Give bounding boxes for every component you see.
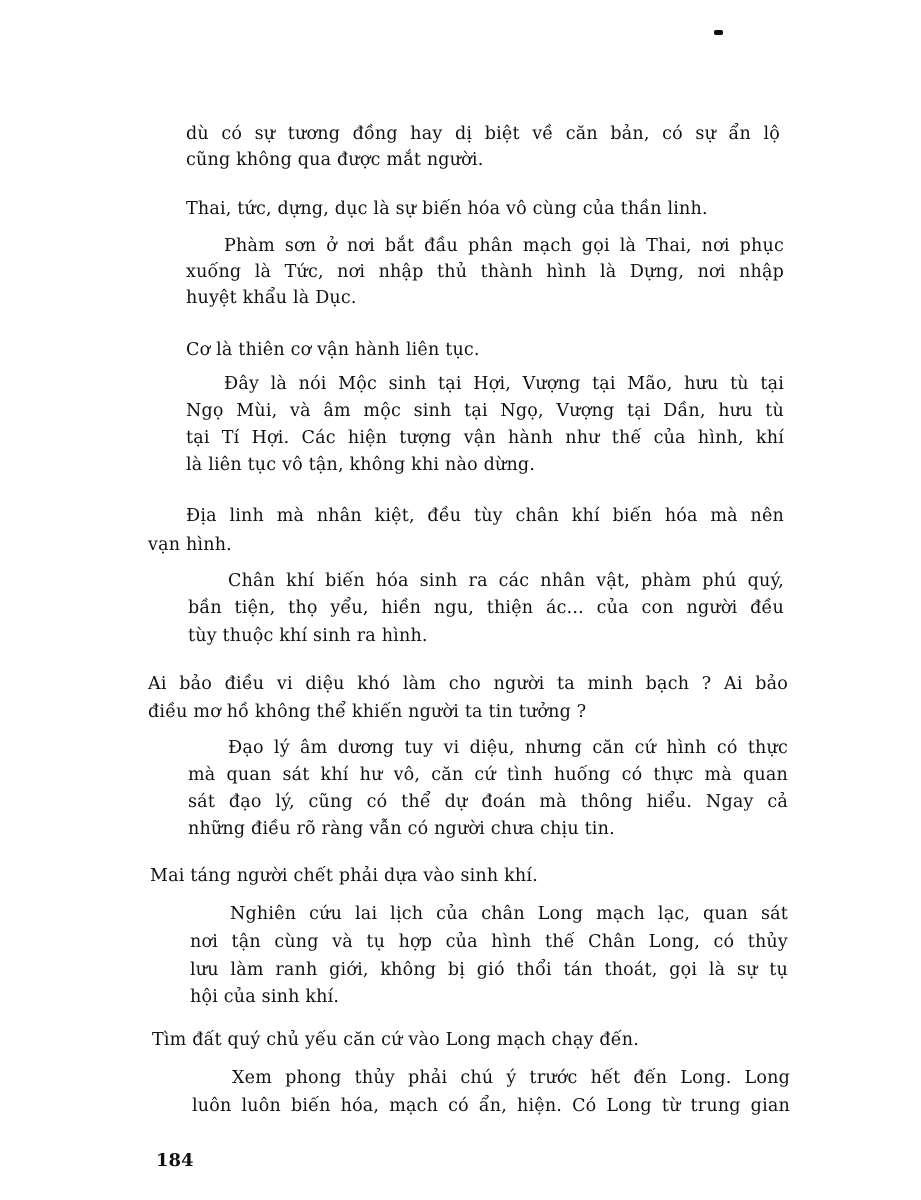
text-line: Đây là nói Mộc sinh tại Hợi, Vượng tại Mão, hưu tù tại [224, 374, 784, 394]
text-line: lưu làm ranh giới, không bị gió thổi tán thoát, gọi là sự tụ [190, 960, 788, 980]
text-line: bần tiện, thọ yểu, hiền ngu, thiện ác... của con người đều [188, 598, 784, 618]
heading-line: Thai, tức, dựng, dục là sự biến hóa vô cùng của thần linh. [186, 199, 708, 219]
page-top-mark [714, 30, 723, 35]
text-line: nơi tận cùng và tụ hợp của hình thế Chân Long, có thủy [190, 932, 788, 952]
page-number: 184 [156, 1150, 194, 1171]
heading-line: điều mơ hồ không thể khiến người ta tin tưởng ? [148, 702, 587, 722]
heading-line: vạn hình. [148, 535, 232, 555]
text-line: Đạo lý âm dương tuy vi diệu, nhưng căn cứ hình có thực [228, 738, 788, 758]
text-line: tại Tí Hợi. Các hiện tượng vận hành như thế của hình, khí [186, 428, 784, 448]
heading-line: Cơ là thiên cơ vận hành liên tục. [186, 340, 480, 360]
text-line: là liên tục vô tận, không khi nào dừng. [186, 455, 536, 475]
text-line: hội của sinh khí. [190, 987, 340, 1007]
text-line: Xem phong thủy phải chú ý trước hết đến Long. Long [232, 1068, 790, 1088]
text-line: xuống là Tức, nơi nhập thủ thành hình là Dựng, nơi nhập [186, 262, 784, 282]
text-line: cũng không qua được mắt người. [186, 150, 484, 170]
text-line: mà quan sát khí hư vô, căn cứ tình huống có thực mà quan [188, 765, 788, 785]
text-line: dù có sự tương đồng hay dị biệt về căn bản, có sự ẩn lộ [186, 124, 780, 144]
text-line: Chân khí biến hóa sinh ra các nhân vật, phàm phú quý, [228, 571, 784, 591]
text-line: huyệt khẩu là Dục. [186, 288, 357, 308]
heading-line: Tìm đất quý chủ yếu căn cứ vào Long mạch chạy đến. [152, 1030, 639, 1050]
text-line: Nghiên cứu lai lịch của chân Long mạch lạc, quan sát [230, 904, 788, 924]
text-line: tùy thuộc khí sinh ra hình. [188, 626, 428, 646]
heading-line: Ai bảo điều vi diệu khó làm cho người ta minh bạch ? Ai bảo [148, 674, 788, 694]
heading-line: Địa linh mà nhân kiệt, đều tùy chân khí biến hóa mà nên [186, 506, 784, 526]
text-line: những điều rõ ràng vẫn có người chưa chịu tin. [188, 819, 615, 839]
text-line: sát đạo lý, cũng có thể dự đoán mà thông hiểu. Ngay cả [188, 792, 788, 812]
text-line: luôn luôn biến hóa, mạch có ẩn, hiện. Có Long từ trung gian [192, 1096, 790, 1116]
text-line: Ngọ Mùi, và âm mộc sinh tại Ngọ, Vượng tại Dần, hưu tù [186, 401, 784, 421]
text-line: Phàm sơn ở nơi bắt đầu phân mạch gọi là Thai, nơi phục [224, 236, 784, 256]
heading-line: Mai táng người chết phải dựa vào sinh khí. [150, 866, 538, 886]
